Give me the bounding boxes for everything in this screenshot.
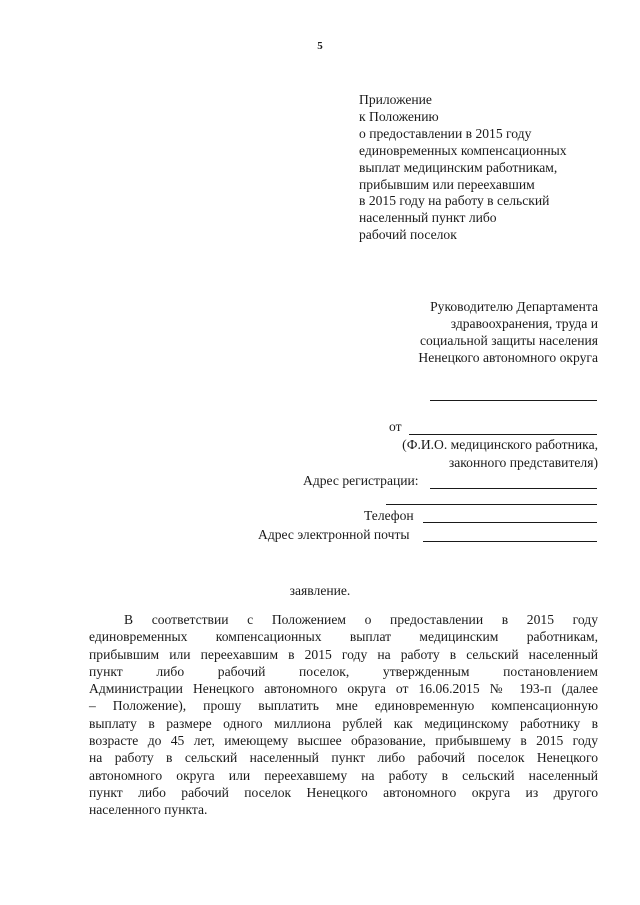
body-line-last: населенного пункта.: [89, 802, 208, 818]
email-label: Адрес электронной почты: [258, 527, 410, 542]
addressee-line: Ненецкого автономного округа: [418, 349, 598, 365]
representative-hint: законного представителя): [448, 455, 598, 470]
addressee-line: здравоохранения, труда и: [450, 315, 598, 331]
phone-label: Телефон: [364, 508, 414, 523]
body-line: выплату в размере одного миллиона рублей как медицинскому работнику в: [89, 715, 598, 731]
appendix-header: [359, 92, 619, 244]
fio-hint: (Ф.И.О. медицинского работника,: [402, 437, 598, 452]
page-number: 5: [317, 40, 323, 52]
body-line: единовременных компенсационных выплат медицинским работникам,: [89, 629, 598, 645]
registration-address-label: Адрес регистрации:: [303, 473, 419, 488]
appendix-line: прибывшим или переехавшим: [359, 176, 535, 192]
appendix-line: рабочий поселок: [359, 227, 457, 243]
appendix-line: о предоставлении в 2015 году: [359, 125, 532, 141]
body-line: возрасте до 45 лет, имеющему высшее образование, прибывшему в 2015 году: [89, 733, 598, 749]
phone-field[interactable]: [423, 522, 597, 523]
application-body: [89, 611, 598, 819]
registration-address-field[interactable]: [430, 488, 597, 489]
appendix-line: Приложение: [359, 92, 432, 107]
email-field[interactable]: [423, 541, 597, 542]
appendix-line: в 2015 году на работу в сельский: [359, 193, 550, 209]
appendix-line: населенный пункт либо: [359, 210, 497, 226]
addressee-line: Руководителю Департамента: [430, 299, 598, 314]
appendix-line: выплат медицинским работникам,: [359, 159, 558, 175]
body-line: Администрации Ненецкого автономного округа от 16.06.2015 № 193-п (далее: [89, 681, 598, 697]
body-line: пункт либо рабочий поселок, утвержденным постановлением: [89, 663, 598, 679]
addressee-blank-line[interactable]: [430, 400, 597, 401]
body-line: пункт либо рабочий поселок Ненецкого автономного округа из другого: [89, 784, 598, 800]
from-label: от: [389, 419, 402, 434]
body-line: прибывшим или переехавшим в 2015 году на работу в сельский населенный: [89, 646, 598, 662]
appendix-line: к Положению: [359, 108, 439, 124]
appendix-line: единовременных компенсационных: [359, 142, 567, 158]
body-line: автономного округа или переехавшему на работу в сельский населенный: [89, 767, 598, 783]
addressee-block: [350, 299, 598, 367]
body-line: – Положение), прошу выплатить мне единовременную компенсационную: [89, 698, 598, 714]
from-name-field[interactable]: [409, 434, 597, 435]
document-title: заявление.: [289, 583, 351, 598]
body-line: на работу в сельский населенный пункт либо рабочий поселок Ненецкого: [89, 750, 598, 766]
addressee-line: социальной защиты населения: [419, 332, 598, 348]
body-line: В соответствии с Положением о предоставлении в 2015 году: [124, 612, 598, 627]
registration-address-field-2[interactable]: [386, 504, 597, 505]
